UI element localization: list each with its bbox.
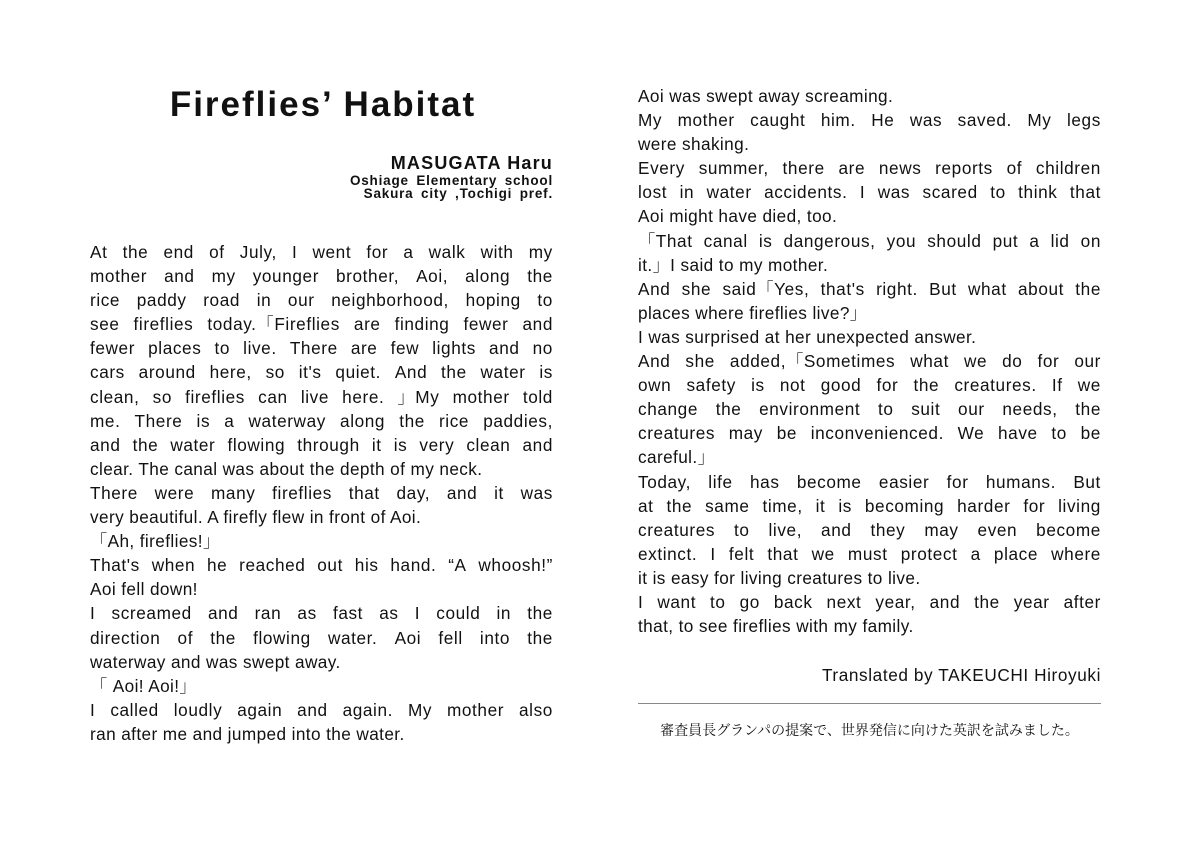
japanese-note: 審査員長グランパの提案で、世界発信に向けた英訳を試みました。	[660, 723, 1079, 739]
text-line: Today, life has become easier for humans. But	[638, 471, 1101, 492]
text-line: change the environment to suit our needs, the	[638, 399, 1101, 420]
text-line: it.」I said to my mother.	[638, 254, 829, 275]
text-line: very beautiful. A firefly flew in front of Aoi.	[90, 507, 422, 528]
text-line: Aoi might have died, too.	[638, 206, 838, 227]
text-line: At the end of July, I went for a walk with my	[90, 242, 553, 262]
text-line: My mother caught him. He was saved. My legs	[638, 110, 1101, 131]
text-line: mother and my younger brother, Aoi, along the	[90, 266, 553, 287]
text-line: 「That canal is dangerous, you should put a lid on	[638, 230, 1101, 251]
text-line: it is easy for living creatures to live.	[638, 567, 921, 588]
text-line: direction of the flowing water. Aoi fell into the	[90, 627, 553, 648]
text-line: There were many fireflies that day, and it was	[90, 482, 553, 503]
text-line: And she said「Yes, that's right. But what about the	[638, 278, 1101, 299]
author-name: MASUGATA Haru	[390, 153, 553, 173]
translator-credit: Translated by TAKEUCHI Hiroyuki	[821, 665, 1101, 685]
text-line: lost in water accidents. I was scared to think that	[638, 182, 1101, 203]
text-line: I was surprised at her unexpected answer.	[638, 326, 977, 347]
author-location: Sakura city ,Tochigi pref.	[363, 186, 553, 201]
text-line: I want to go back next year, and the year after	[638, 591, 1101, 612]
text-line: 「Ah, fireflies!」	[90, 531, 221, 552]
divider-rule	[638, 703, 1101, 704]
text-line: rice paddy road in our neighborhood, hoping to	[90, 290, 553, 311]
text-line: I called loudly again and again. My mother also	[90, 699, 553, 720]
text-line: see fireflies today.「Fireflies are finding fewer and	[90, 314, 553, 335]
text-line: clean, so fireflies can live here. 」My mother told	[90, 386, 553, 407]
text-line: extinct. I felt that we must protect a place where	[638, 543, 1101, 564]
text-line: me. There is a waterway along the rice paddies,	[90, 410, 553, 431]
text-line: creatures to live, and they may even become	[638, 519, 1101, 540]
text-line: fewer places to live. There are few lights and no	[90, 338, 553, 359]
text-line: Every summer, there are news reports of children	[638, 158, 1101, 179]
author-block	[350, 152, 553, 200]
text-line: Aoi fell down!	[90, 579, 198, 600]
text-line: creatures may be inconvenienced. We have to be	[638, 423, 1101, 444]
text-line: clear. The canal was about the depth of my neck.	[90, 458, 483, 479]
text-line: at the same time, it is becoming harder for living	[638, 495, 1101, 516]
text-line: And she added,「Sometimes what we do for our	[638, 351, 1101, 372]
text-line: Aoi was swept away screaming.	[638, 86, 894, 106]
text-line: own safety is not good for the creatures. If we	[638, 375, 1101, 396]
text-line: That's when he reached out his hand. “A whoosh!”	[90, 555, 553, 576]
left-column	[90, 240, 553, 746]
text-line: waterway and was swept away.	[90, 651, 341, 672]
text-line: I screamed and ran as fast as I could in the	[90, 603, 553, 624]
text-line: 「 Aoi! Aoi!」	[90, 675, 198, 696]
text-line: places where fireflies live?」	[638, 302, 868, 323]
essay-title: Fireflies’ Habitat	[169, 85, 477, 124]
right-column	[638, 84, 1101, 638]
text-line: careful.」	[638, 447, 716, 468]
text-line: that, to see fireflies with my family.	[638, 616, 914, 637]
text-line: and the water flowing through it is very clean and	[90, 434, 553, 455]
text-line: were shaking.	[638, 134, 750, 155]
text-line: cars around here, so it's quiet. And the water is	[90, 362, 553, 383]
text-line: ran after me and jumped into the water.	[90, 723, 405, 744]
author-school: Oshiage Elementary school	[349, 173, 553, 188]
